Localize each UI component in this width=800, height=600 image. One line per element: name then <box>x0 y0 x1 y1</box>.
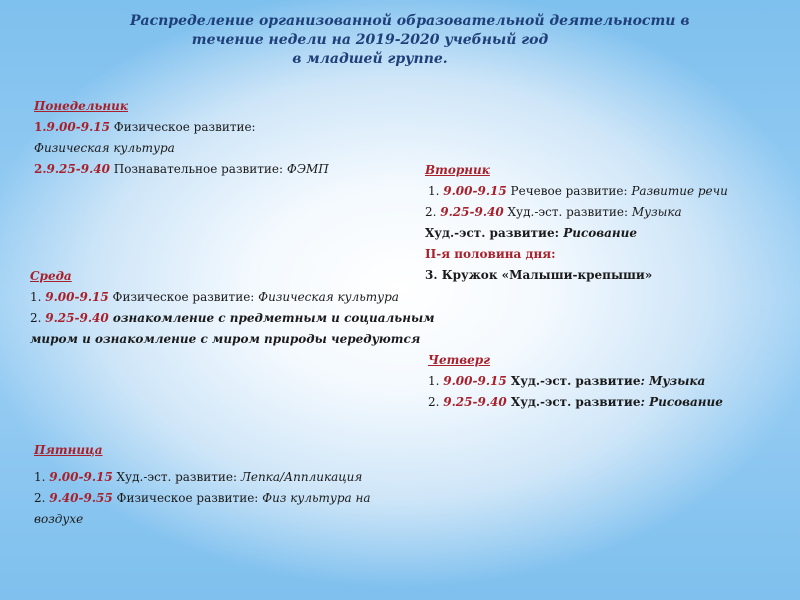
item-number: 1. <box>428 374 444 388</box>
activity-subject: : Рисование <box>640 395 723 409</box>
item-number: 1. <box>34 470 50 484</box>
item-number: 1. <box>30 290 46 304</box>
item-number: 2. <box>34 491 50 505</box>
thursday-block <box>428 350 723 413</box>
item-number: 1. <box>428 184 444 198</box>
time-range: 9.25-9.40 <box>46 162 110 176</box>
friday-block <box>34 440 371 530</box>
activity-area: Худ.-эст. развитие <box>506 374 641 388</box>
activity-subject: ознакомление с предметным и социальным <box>108 311 435 325</box>
activity-area: Худ.-эст. развитие: <box>503 205 632 219</box>
wednesday-item-2 <box>30 308 435 329</box>
activity-subject: Развитие речи <box>631 184 728 198</box>
tuesday-heading: Вторник <box>425 163 490 177</box>
title-line-3: в младшей группе. <box>292 51 448 67</box>
tuesday-block <box>425 160 728 286</box>
tuesday-item-3 <box>425 223 728 244</box>
thursday-item-1 <box>428 371 723 392</box>
activity-subject: ФЭМП <box>286 162 329 176</box>
activity-area: Познавательное развитие: <box>109 162 287 176</box>
time-range: 9.00-9.15 <box>443 374 507 388</box>
page-title <box>130 12 690 69</box>
time-range: 9.00-9.15 <box>443 184 507 198</box>
tuesday-item-4: 3. Кружок «Малыши-крепыши» <box>425 268 653 282</box>
activity-area: Речевое развитие: <box>506 184 632 198</box>
item-number: 2. <box>428 395 444 409</box>
time-range: 9.25-9.40 <box>45 311 109 325</box>
activity-subject: : Музыка <box>640 374 706 388</box>
time-range: 9.00-9.15 <box>46 120 110 134</box>
time-range: 9.25-9.40 <box>443 395 507 409</box>
tuesday-second-half-heading: II-я половина дня: <box>425 247 556 261</box>
wednesday-item-2-continued: миром и ознакомление с миром природы чередуются <box>30 332 421 346</box>
friday-item-2-continued: воздухе <box>34 512 84 526</box>
time-range: 9.00-9.15 <box>45 290 109 304</box>
time-range: 9.00-9.15 <box>49 470 113 484</box>
item-number: 2. <box>425 205 441 219</box>
activity-subject: Музыка <box>631 205 682 219</box>
activity-area: Физическое развитие: <box>112 491 263 505</box>
friday-heading: Пятница <box>34 443 103 457</box>
monday-item-1-subject: Физическая культура <box>34 141 175 155</box>
thursday-item-2 <box>428 392 723 413</box>
activity-area: Физическое развитие: <box>109 120 256 134</box>
tuesday-item-1 <box>425 181 728 202</box>
activity-subject: Лепка/Аппликация <box>240 470 363 484</box>
wednesday-heading: Среда <box>30 269 72 283</box>
monday-item-1 <box>34 117 329 138</box>
thursday-heading: Четверг <box>428 353 490 367</box>
monday-block <box>34 96 329 180</box>
activity-area: Худ.-эст. развитие <box>506 395 641 409</box>
item-number: 2. <box>34 162 47 176</box>
title-line-1: Распределение организованной образовательной деятельности в <box>130 13 690 29</box>
wednesday-block <box>30 266 435 350</box>
item-number: 2. <box>30 311 46 325</box>
monday-heading: Понедельник <box>34 99 128 113</box>
activity-subject: Рисование <box>563 226 638 240</box>
title-line-2: течение недели на 2019-2020 учебный год <box>191 32 549 48</box>
wednesday-item-1 <box>30 287 435 308</box>
activity-area: Физическое развитие: <box>108 290 259 304</box>
activity-subject: Физ культура на <box>262 491 371 505</box>
activity-subject: Физическая культура <box>258 290 399 304</box>
activity-area: Худ.-эст. развитие: <box>112 470 241 484</box>
time-range: 9.40-9.55 <box>49 491 113 505</box>
monday-item-2 <box>34 159 329 180</box>
friday-item-2 <box>34 488 371 509</box>
item-number: 1. <box>34 120 47 134</box>
friday-item-1 <box>34 467 371 488</box>
activity-area: Худ.-эст. развитие: <box>425 226 564 240</box>
time-range: 9.25-9.40 <box>440 205 504 219</box>
tuesday-item-2 <box>425 202 728 223</box>
